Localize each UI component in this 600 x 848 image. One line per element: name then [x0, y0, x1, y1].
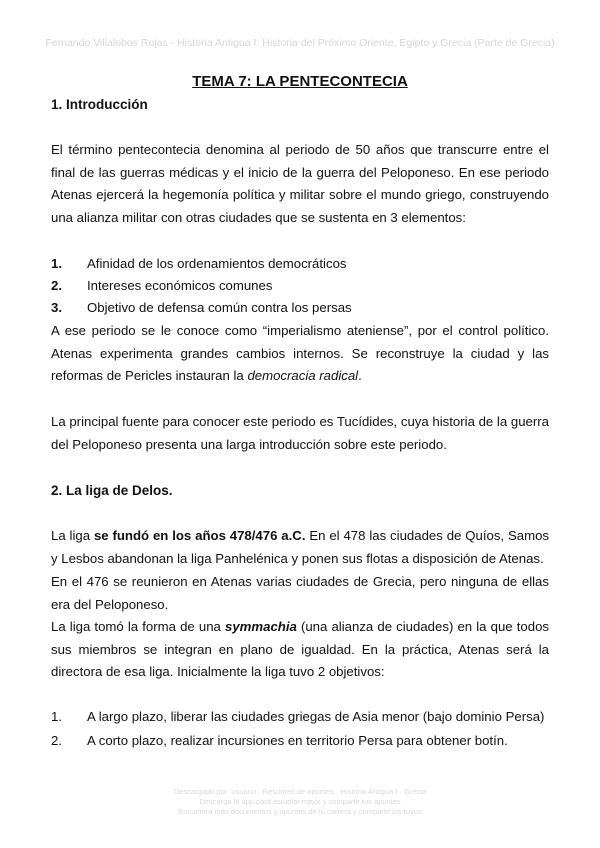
- emphasis-text: democracia radical: [247, 368, 359, 384]
- paragraph-symmachia: [51, 616, 549, 684]
- list-item: [51, 730, 549, 752]
- list-item: [51, 253, 549, 275]
- list-item-text: Intereses económicos comunes: [87, 278, 273, 293]
- list-item-text: Afinidad de los ordenamientos democráticos: [87, 256, 347, 271]
- paragraph-fundacion: [51, 525, 549, 570]
- paragraph-text: A ese periodo se le conoce como “imperialismo ateniense”, por el control político. Atenas experimenta grandes cambios internos. Se reconstruye la ciudad y las reformas de Pericles instauran la: [51, 323, 549, 384]
- list-item: [51, 275, 549, 297]
- paragraph-text: (una alianza de ciudades) en la que todos sus miembros se integran en plano de igualdad. En la práctica, Atenas será la directora de esa liga. Inicialmente la liga tuvo 2 objetivos:: [51, 619, 549, 680]
- paragraph-text: La liga tomó la forma de una: [51, 619, 225, 634]
- objectives-list: [51, 706, 549, 752]
- section-heading-introduccion: 1. Introducción: [51, 97, 148, 112]
- footer-watermark-line: Descargado por: usuario · Resumen de apuntes · Historia Antigua I · Grecia: [173, 787, 427, 796]
- footer-watermark-line: Encuentra más documentos y apuntes de tu carrera y comparte los tuyos: [178, 807, 422, 816]
- paragraph-text: La liga: [51, 528, 94, 543]
- list-item-text: A largo plazo, liberar las ciudades griegas de Asia menor (bajo dominio Persa): [87, 709, 545, 724]
- list-item-number: 2.: [51, 278, 62, 293]
- list-item-number: 1.: [51, 709, 62, 724]
- paragraph-text: En el 478 las ciudades de Quíos, Samos y Lesbos abandonan la liga Panhelénica y ponen sus flotas a disposición de Atenas.: [51, 528, 550, 566]
- paragraph-intro: El término pentecontecia denomina al periodo de 50 años que transcurre entre el final de las guerras médicas y el inicio de la guerra del Peloponeso. En ese periodo Atenas ejercerá la hegemonía política y militar sobre el mundo griego, construyendo una alianza militar con otras ciudades que se sustenta en 3 elementos:: [51, 142, 549, 225]
- list-item-text: A corto plazo, realizar incursiones en territorio Persa para obtener botín.: [87, 733, 508, 748]
- list-item-number: 1.: [51, 256, 62, 271]
- bold-text: se fundó en los años 478/476 a.C.: [93, 528, 306, 543]
- paragraph-imperialismo: [51, 320, 549, 388]
- paragraph-fuente: La principal fuente para conocer este periodo es Tucídides, cuya historia de la guerra del Peloponeso presenta una larga introducción sobre este periodo.: [51, 414, 549, 452]
- paragraph-476: En el 476 se reunieron en Atenas varias ciudades de Grecia, pero ninguna de ellas era del Peloponeso.: [51, 574, 549, 612]
- list-item-number: 2.: [51, 733, 62, 748]
- list-item-text: Objetivo de defensa común contra los persas: [87, 300, 352, 315]
- section-heading-liga-delos: 2. La liga de Delos.: [51, 483, 173, 498]
- elements-list: [51, 253, 549, 319]
- paragraph-text: .: [358, 368, 362, 384]
- page-title: TEMA 7: LA PENTECONTECIA: [192, 73, 408, 90]
- list-item-number: 3.: [51, 300, 62, 315]
- footer-watermark-line: Descarga la app para estudiar mejor y compartir tus apuntes: [199, 797, 401, 806]
- header-watermark: Fernando Villalobos Rojas - Historia Antigua I: Historia del Próximo Oriente, Egipto y Grecia (Parte de Grecia): [45, 37, 555, 49]
- bold-italic-text: symmachia: [224, 619, 297, 634]
- list-item: [51, 297, 549, 319]
- list-item: [51, 706, 549, 730]
